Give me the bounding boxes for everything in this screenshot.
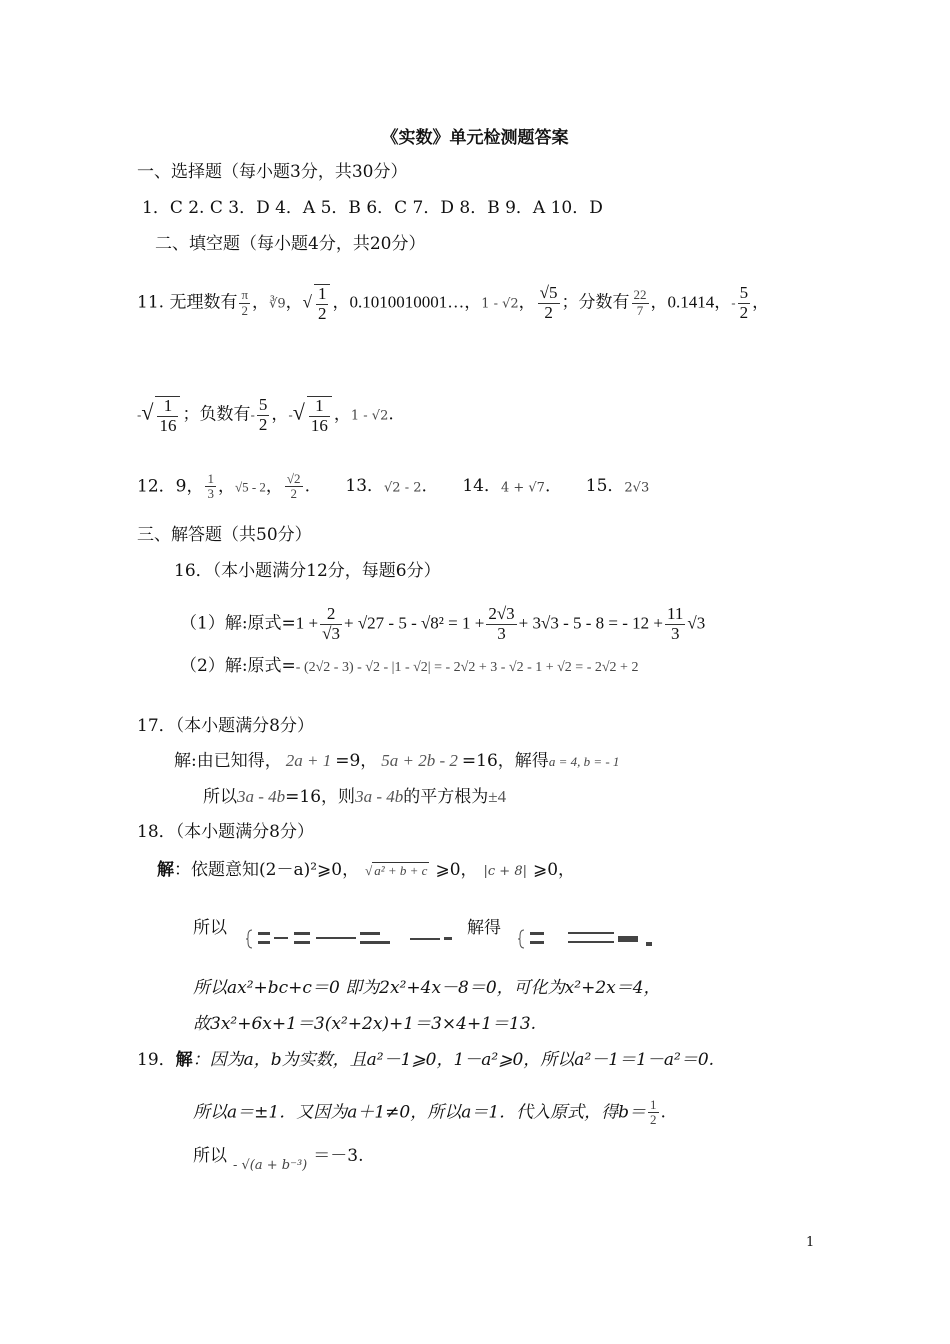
den: 3	[497, 623, 506, 643]
q18-line4: 故3x²+6x+1＝3(x²+2x)+1＝3×4+1＝13.	[193, 1014, 537, 1034]
n22: 22	[633, 287, 647, 303]
section-2-heading: 二、填空题（每小题4分，共20分）	[155, 234, 426, 254]
radical: √	[302, 292, 312, 312]
num: 1	[650, 1097, 657, 1112]
22-over-7	[632, 288, 649, 318]
q19-line2	[193, 1098, 666, 1128]
choice-answers: 1．C 2. C 3．D 4．A 5．B 6．C 7．D 8．B 9．A 10．D	[142, 198, 603, 218]
two: 2	[544, 302, 553, 322]
num: 2	[320, 605, 342, 625]
q12-label: 12．9，	[137, 476, 204, 497]
q17-eq1-val: =9，	[335, 751, 378, 771]
n7: 7	[636, 302, 644, 318]
q18-ge0: ⩾0，	[435, 860, 478, 880]
sqrt5-over-2	[538, 284, 560, 322]
n5: 5	[258, 395, 268, 414]
q17-expr: 3a - 4b	[355, 787, 404, 806]
q17-root: ±4	[488, 787, 507, 806]
fraction-label: ；分数有	[561, 292, 630, 313]
q16-part1	[180, 605, 705, 643]
one-third	[205, 472, 216, 502]
two: 2	[317, 303, 327, 323]
one: 1	[207, 471, 214, 486]
section-3-heading: 三、解答题（共50分）	[137, 525, 312, 545]
negative-label: ；负数有	[182, 404, 251, 425]
q12-15-line: 12．9， $\frac{1}{3}$ ，√5 - 2， $\frac{√2}{2}$ . 13．√2 - 2. 14．4 + √7. 15．2√3	[137, 471, 650, 502]
q16-p1-expr-b: + √27 - 5 - √8² = 1 +	[343, 613, 485, 633]
q17-text: 解:由已知得，	[174, 751, 282, 771]
q19-line1	[137, 1052, 714, 1069]
minus-sign: -	[288, 408, 293, 424]
5-over-2	[257, 396, 270, 434]
q18-solve-label: 解得	[467, 918, 501, 938]
q11-line2: -√ $\frac{1}{16}$ ；负数有- $\frac{5}{2}$ ，-√ $\frac{1}{16}$ ，1 - √2.	[137, 395, 394, 435]
q17-eq2-val: =16，解得	[461, 751, 549, 771]
q19-text: 所以	[193, 1146, 227, 1166]
sqrt5-minus-2: √5 - 2	[234, 479, 266, 495]
q18-heading: 18．（本小题满分8分）	[137, 822, 314, 842]
q15-answer: 2√3	[624, 480, 650, 496]
sqrt-half	[303, 284, 333, 323]
q13-answer: √2 - 2	[384, 480, 422, 496]
q17-text: =16，则	[285, 787, 356, 807]
two: 2	[739, 302, 749, 322]
q18-line2	[193, 920, 227, 937]
q16-p1-frac2	[486, 605, 516, 643]
n16: 16	[159, 415, 177, 435]
q16-p1-frac3	[665, 605, 685, 643]
q19-label: 19．	[137, 1050, 176, 1070]
radical: √	[365, 863, 373, 878]
q16-p1-label: （1）解:原式=	[180, 613, 296, 634]
q19-line3	[193, 1146, 364, 1173]
q17-heading: 17．（本小题满分8分）	[137, 716, 314, 736]
q19-text: ＝－3.	[313, 1146, 364, 1166]
q16-p1-expr-a: 1 +	[295, 613, 319, 633]
q18-line1	[157, 862, 575, 879]
equation-system-graphic-2	[518, 928, 658, 950]
q15-label: 15．	[585, 476, 625, 497]
sqrt5: √5	[539, 283, 558, 302]
one-half	[648, 1098, 659, 1128]
q16-p1-expr-d: √3	[687, 613, 706, 633]
page-number: 1	[806, 1235, 815, 1250]
q11-line1: 11. 无理数有 $\frac{\pi}{2}$ ，∛9，√ $\frac{1}{2}$ ，0.1010010001…，1 - √2， $\frac{√5}{2}$ ；分数有 $\frac{22}{7}$ ，0.1414，- $\frac{5}{2}$ ，	[137, 283, 770, 323]
den: 3	[670, 623, 680, 643]
q18-text: 所以	[193, 918, 227, 938]
q16-heading: 16．（本小题满分12分，每题6分）	[174, 561, 441, 581]
q16-p1-expr-c: + 3√3 - 5 - 8 = - 12 +	[518, 613, 663, 633]
document-title: 《实数》单元检测题答案	[381, 128, 569, 148]
jie-label: 解	[175, 1050, 193, 1070]
den: √3	[322, 623, 340, 643]
decimal-value: 0.1010010001…	[349, 292, 465, 312]
radical: √	[292, 399, 305, 425]
minus-sign: -	[731, 296, 736, 312]
q17-text: 的平方根为	[403, 787, 489, 807]
three: 3	[207, 486, 214, 502]
q17-line1	[174, 752, 619, 770]
sqrt2: √2	[286, 471, 301, 486]
jie-label: 解	[157, 860, 174, 880]
two: 2	[241, 302, 248, 318]
q16-p1-frac1	[320, 605, 342, 643]
q14-label: 14．	[462, 476, 501, 497]
one: 1	[157, 397, 178, 417]
q11-label: 11. 无理数有	[137, 292, 238, 313]
q18-sqrt-expr: a² + b + c	[374, 863, 428, 878]
q17-line2	[203, 788, 506, 806]
q17-expr: 3a - 4b	[237, 787, 286, 806]
pi: π	[241, 287, 249, 303]
one-minus-sqrt2: 1 - √2	[350, 408, 389, 424]
q17-text: 所以	[203, 787, 237, 807]
equation-system-2	[518, 928, 658, 950]
q18-abs: |c + 8|	[483, 864, 527, 879]
period: .	[660, 1102, 666, 1123]
q17-solution: a = 4, b = - 1	[548, 754, 620, 769]
q19-text: ：因为a，b为实数，且a²－1⩾0，1－a²⩾0，所以a²－1＝1－a²＝0.	[192, 1050, 715, 1070]
one: 1	[317, 284, 327, 304]
period: .	[388, 404, 394, 425]
q17-eq1: 2a + 1	[285, 751, 332, 770]
q16-p2-label: （2）解:原式=	[180, 656, 296, 676]
q16-part2	[180, 658, 638, 675]
one-minus-sqrt2: 1 - √2	[481, 296, 519, 312]
q13-label: 13．	[345, 476, 385, 497]
n5: 5	[739, 283, 749, 302]
q18-text: ：依题意知(2－a)²⩾0，	[174, 860, 360, 880]
decimal-value-2: 0.1414	[667, 292, 715, 312]
two: 2	[290, 486, 297, 502]
5-over-2	[738, 284, 751, 322]
radical: √	[141, 399, 154, 425]
q18-line3: 所以ax²+bc+c＝0 即为2x²+4x－8＝0，可化为x²+2x＝4，	[193, 978, 661, 998]
minus-sign: -	[250, 408, 255, 424]
two: 2	[258, 414, 268, 434]
equation-system-1	[246, 928, 462, 950]
sqrt-1-16	[141, 396, 182, 435]
den: 2	[650, 1112, 657, 1128]
n16: 16	[310, 415, 328, 435]
q18-ge0: ⩾0，	[532, 860, 576, 880]
cbrt-9: ∛9	[269, 296, 286, 312]
num: 11	[667, 604, 684, 623]
q19-expr: - √(a + b⁻³)	[233, 1158, 308, 1173]
num: 2√3	[488, 604, 515, 623]
sqrt-1-16	[293, 396, 334, 435]
q18-sqrt	[365, 864, 429, 877]
one: 1	[309, 397, 330, 417]
pi-over-2	[239, 288, 250, 318]
q14-answer: 4 + √7	[500, 480, 545, 496]
q19-text: 所以a＝±1．又因为a＋1≠0，所以a＝1．代入原式，得b＝	[193, 1102, 647, 1123]
sqrt2-over-2	[285, 472, 303, 502]
minus-sign: -	[137, 408, 142, 424]
q16-p2-expr: - (2√2 - 3) - √2 - |1 - √2| = - 2√2 + 3 - √2 - 1 + √2 = - 2√2 + 2	[295, 660, 639, 675]
section-1-heading: 一、选择题（每小题3分，共30分）	[137, 162, 408, 182]
q17-eq2: 5a + 2b - 2	[381, 751, 458, 770]
equation-system-graphic	[246, 928, 462, 950]
